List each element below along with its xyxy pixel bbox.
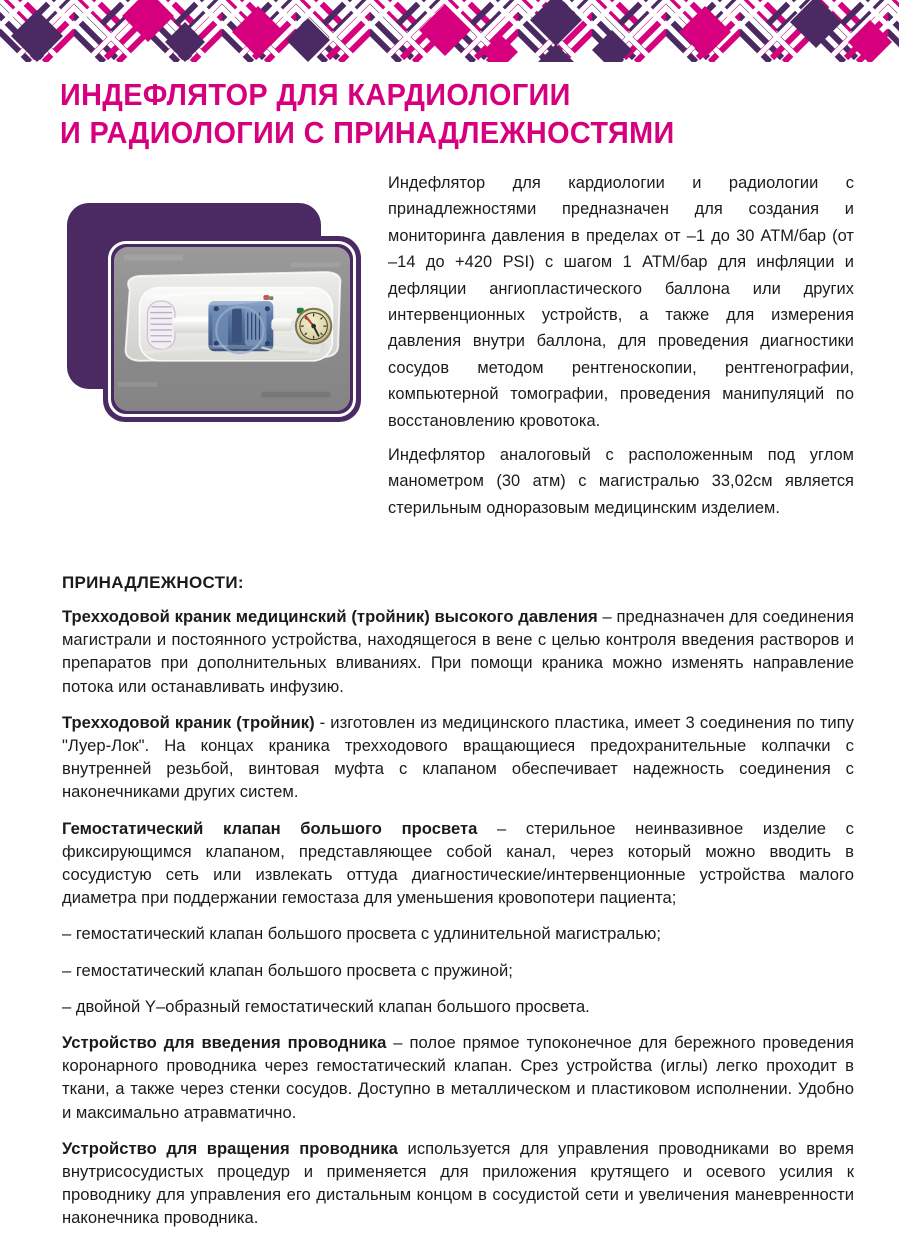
accessory-paragraph-2 [62,711,854,804]
accessory-lead-5: Устройство для вращения проводника [62,1138,398,1158]
accessory-paragraph-3 [62,817,854,910]
accessory-lead-4: Устройство для введения проводника [62,1033,387,1053]
accessories-heading: ПРИНАДЛЕЖНОСТИ: [62,573,244,592]
plunger-handle [147,301,175,349]
accessory-body-3: – стерильное неинвазивное изделие с фиксирующимся клапаном, представляющее собой канал, через который можно вводить в сосудистую сеть или извлекать оттуда диагностические/интервенционные устройства малого диаметра при поддержании гемостаза для уменьшения кровопотери пациента; [62,818,854,908]
accessory-paragraph-4 [62,1031,854,1124]
header-pattern-graphic [0,0,899,64]
accessory-body-2: - изготовлен из медицинского пластика, имеет 3 соединения по типу "Луер-Лок". На концах краника трехходового вращающиеся предохранительные колпачки с внутренней резьбой, винтовая муфта с клапаном обеспечивает надежность соединения с наконечниками других систем. [62,712,854,802]
page-title-line-2: И РАДИОЛОГИИ С ПРИНАДЛЕЖНОСТЯМИ [60,115,675,150]
page-title [60,76,760,152]
accessory-bullet-2: – гемостатический клапан большого просвета с пружиной; [62,960,513,980]
accessory-body-4: – полое прямое тупоконечное для бережного проведения коронарного проводника через гемостатический клапан. Срез устройства (иглы) легко проходит в ткани, а также через стенки сосудов. Доступно в металлическом и пластиковом исполнении. Удобно и максимально атравматично. [62,1033,854,1122]
accessory-paragraph-5 [62,1137,854,1230]
intro-paragraph-1: Индефлятор для кардиологии и радиологии с принадлежностями предназначен для создания и мониторинга давления в пределах от –1 до 30 АТМ/бар (от –14 до +420 PSI) с шагом 1 АТМ/бар для инфляции и дефляции ангиопластического баллона или других интервенционных устройств, а также для измерения давления внутри баллона, для проведения диагностики сосудов методом рентгеноскопии, рентгенографии, компьютерной томографии, проведения манипуляций по восстановлению кровотока. [388,174,854,430]
page-title-line-1: ИНДЕФЛЯТОР ДЛЯ КАРДИОЛОГИИ [60,77,571,112]
accessory-paragraph-1 [62,605,854,698]
accessory-bullet-3: – двойной Y–образный гемостатический клапан большого просвета. [62,996,590,1016]
product-photo [114,247,350,411]
accessories-section [62,572,854,1243]
product-photo-graphic [114,247,350,411]
figure-inner-border [108,241,356,417]
accessory-lead-3: Гемостатический клапан большого просвета [62,818,478,838]
accessory-body-1: – предназначен для соединения магистрали и постоянного устройства, находящегося в вене с целью контроля введения растворов и препаратов при дополнительных вливаниях. При помощи краника можно изменять направление потока или останавливать инфузию. [62,607,854,696]
product-figure [67,203,367,425]
manometer-gauge [296,309,331,344]
accessory-body-5: используется для управления проводниками во время внутрисосудистых процедур и применяется для приложения крутящего и осевого усилия к проводнику для управления его дистальным концом в сосудистой сети и увеличения маневренности наконечника проводника. [62,1138,854,1228]
accessory-lead-1: Трехходовой краник медицинский (тройник) высокого давления [62,607,598,626]
accessory-bullet-1: – гемостатический клапан большого просвета с удлинительной магистралью; [62,924,661,944]
figure-frame [103,236,361,422]
accessory-lead-2: Трехходовой краник (тройник) [62,712,315,732]
intro-paragraph-2: Индефлятор аналоговый с расположенным под углом манометром (30 атм) с магистралью 33,02см является стерильным одноразовым медицинским изделием. [388,446,854,517]
header-decorative-band [0,0,899,64]
intro-column [388,170,854,521]
